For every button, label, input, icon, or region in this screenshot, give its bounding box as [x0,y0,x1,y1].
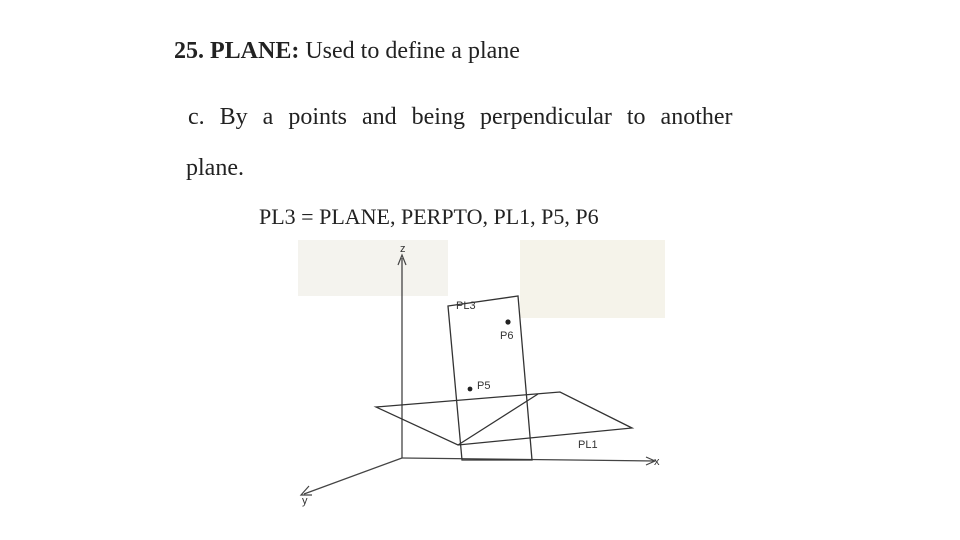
plane-diagram [290,238,680,510]
plane-intersection-line [458,394,538,445]
label-p6: P6 [500,330,514,342]
slide-title [174,38,520,65]
axis-z-label: z [400,243,406,255]
scan-shading [298,240,448,296]
title-number: 25. PLANE: [174,38,300,64]
item-c-line2: plane. [186,155,244,181]
scan-shading [520,240,665,318]
label-pl1: PL1 [578,439,598,451]
plane-diagram-svg [290,238,680,510]
y-axis [304,458,402,494]
command-statement: PL3 = PLANE, PERPTO, PL1, P5, P6 [259,204,599,229]
label-p5: P5 [477,380,491,392]
item-c-line1: c. By a points and being perpendicular to another [188,104,733,130]
plane-pl3 [448,296,532,460]
title-description: Used to define a plane [305,38,520,64]
point-p6-marker [505,319,510,324]
point-p5-marker [468,387,473,392]
axis-y-label: y [302,495,308,507]
plane-pl1 [376,392,632,445]
label-pl3: PL3 [456,300,476,312]
axis-x-label: x [654,456,660,468]
